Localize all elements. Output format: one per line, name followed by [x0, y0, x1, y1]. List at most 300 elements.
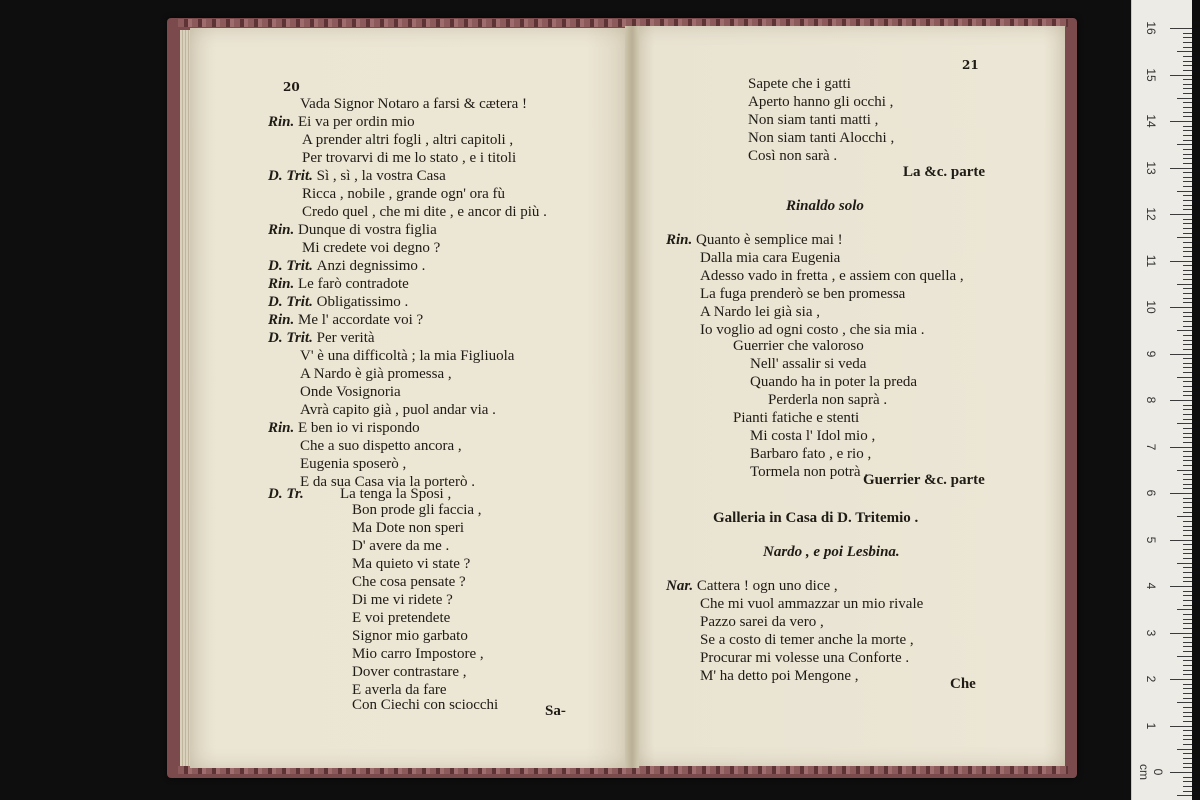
- ruler-label: 0 cm: [1137, 764, 1165, 780]
- ruler-tick: [1177, 749, 1192, 750]
- ruler-tick: [1183, 428, 1192, 429]
- verse-text: Procurar mi volesse una Conforte .: [700, 650, 910, 666]
- speaker-label: Rin.: [666, 232, 697, 248]
- ruler-tick: [1183, 688, 1192, 689]
- right-text-line: [786, 198, 864, 215]
- left-text-line: [352, 697, 498, 714]
- ruler-tick: [1183, 572, 1192, 573]
- left-text-line: [352, 502, 482, 519]
- verse-text: Non siam tanti Alocchi ,: [748, 130, 895, 146]
- speaker-label: Rin.: [268, 276, 299, 292]
- left-text-line: [352, 628, 468, 645]
- ruler-tick: [1183, 135, 1192, 136]
- right-text-line: [713, 510, 918, 527]
- verse-text: Bon prode gli faccia ,: [352, 502, 482, 518]
- ruler-tick: [1183, 163, 1192, 164]
- verse-text: Guerrier &c. parte: [863, 472, 985, 488]
- verse-text: Per trovarvi di me lo stato , e i titoli: [302, 150, 517, 166]
- ruler-label: 3: [1144, 629, 1158, 636]
- speaker-label: Rin.: [268, 114, 299, 130]
- ruler-tick: [1183, 758, 1192, 759]
- left-text-line: [302, 240, 440, 257]
- ruler-tick: [1183, 140, 1192, 141]
- ruler-tick: [1183, 372, 1192, 373]
- ruler-tick: [1183, 358, 1192, 359]
- ruler-tick: [1170, 28, 1192, 29]
- ruler-label: 7: [1144, 443, 1158, 450]
- verse-text: A Nardo è già promessa ,: [300, 366, 452, 382]
- right-text-line: [750, 356, 866, 373]
- ruler-tick: [1183, 265, 1192, 266]
- ruler-tick: [1177, 377, 1192, 378]
- ruler-tick: [1183, 437, 1192, 438]
- verse-text: Ma quieto vi state ?: [352, 556, 471, 572]
- ruler-tick: [1183, 279, 1192, 280]
- right-text-line: [748, 94, 893, 111]
- ruler-tick: [1183, 651, 1192, 652]
- ruler-label: 11: [1144, 254, 1158, 267]
- ruler-tick: [1183, 251, 1192, 252]
- ruler-tick: [1183, 698, 1192, 699]
- ruler-tick: [1183, 79, 1192, 80]
- ruler-tick: [1183, 442, 1192, 443]
- verse-text: E averla da fare: [352, 682, 447, 698]
- verse-text: E voi pretendete: [352, 610, 451, 626]
- ruler-tick: [1170, 679, 1192, 680]
- right-text-line: [748, 76, 851, 93]
- ruler-tick: [1183, 465, 1192, 466]
- ruler-tick: [1183, 391, 1192, 392]
- ruler-tick: [1177, 330, 1192, 331]
- verse-text: Rinaldo solo: [786, 198, 864, 214]
- ruler-label: 10: [1144, 300, 1158, 314]
- verse-text: Dunque di vostra figlia: [298, 222, 437, 238]
- ruler-tick: [1170, 772, 1192, 773]
- speaker-label: D. Trit.: [268, 258, 317, 274]
- ruler-tick: [1183, 177, 1192, 178]
- ruler-tick: [1177, 98, 1192, 99]
- ruler-tick: [1183, 107, 1192, 108]
- left-text-line: [352, 646, 484, 663]
- ruler-tick: [1183, 521, 1192, 522]
- ruler-tick: [1183, 61, 1192, 62]
- ruler-tick: [1183, 316, 1192, 317]
- left-catchword: Sa-: [545, 703, 566, 719]
- left-text-line: [352, 574, 466, 591]
- ruler-tick: [1183, 84, 1192, 85]
- verse-text: Vada Signor Notaro a farsi & cætera !: [300, 96, 528, 112]
- ruler-tick: [1183, 530, 1192, 531]
- ruler-tick: [1183, 247, 1192, 248]
- verse-text: Avrà capito già , puol andar via .: [300, 402, 496, 418]
- ruler-tick: [1183, 600, 1192, 601]
- ruler-tick: [1177, 516, 1192, 517]
- right-page-number: 21: [962, 58, 979, 72]
- ruler-tick: [1183, 56, 1192, 57]
- ruler-tick: [1177, 423, 1192, 424]
- left-text-line: [352, 592, 453, 609]
- left-text-line: [300, 96, 527, 113]
- ruler-tick: [1183, 42, 1192, 43]
- ruler-tick: [1170, 121, 1192, 122]
- ruler-tick: [1183, 405, 1192, 406]
- verse-text: Barbaro fato , e rio ,: [750, 446, 872, 462]
- ruler-tick: [1183, 242, 1192, 243]
- ruler-tick: [1183, 707, 1192, 708]
- verse-text: Nardo , e poi Lesbina.: [763, 544, 900, 560]
- ruler-tick: [1183, 670, 1192, 671]
- speaker-label: D. Trit.: [268, 294, 317, 310]
- ruler-tick: [1183, 93, 1192, 94]
- ruler-tick: [1183, 219, 1192, 220]
- verse-text: Di me vi ridete ?: [352, 592, 453, 608]
- verse-text: La tenga la Sposi ,: [340, 486, 452, 502]
- ruler-tick: [1183, 767, 1192, 768]
- verse-text: Guerrier che valoroso: [733, 338, 864, 354]
- left-text-line: [300, 348, 514, 365]
- right-text-line: [700, 614, 824, 631]
- ruler-tick: [1170, 214, 1192, 215]
- left-text-line: [268, 168, 446, 185]
- verse-text: Se a costo di temer anche la morte ,: [700, 632, 914, 648]
- ruler-tick: [1170, 540, 1192, 541]
- right-text-line: [750, 374, 917, 391]
- verse-text: E da sua Casa via la porterò .: [300, 474, 475, 490]
- ruler-tick: [1183, 195, 1192, 196]
- ruler-tick: [1183, 716, 1192, 717]
- right-text-line: [666, 578, 838, 595]
- ruler-tick: [1183, 181, 1192, 182]
- left-text-line: [352, 520, 464, 537]
- ruler-tick: [1183, 37, 1192, 38]
- left-text-line: [352, 664, 467, 681]
- speaker-label: D. Tr.: [268, 486, 304, 502]
- ruler-tick: [1183, 302, 1192, 303]
- ruler-tick: [1183, 479, 1192, 480]
- left-text-line: [268, 312, 423, 329]
- ruler-tick: [1183, 116, 1192, 117]
- ruler-tick: [1177, 144, 1192, 145]
- right-text-line: [700, 286, 905, 303]
- verse-text: Dalla mia cara Eugenia: [700, 250, 841, 266]
- verse-text: Mi costa l' Idol mio ,: [750, 428, 876, 444]
- ruler-tick: [1183, 367, 1192, 368]
- ruler-tick: [1183, 186, 1192, 187]
- right-text-line: [700, 668, 859, 685]
- ruler-tick: [1183, 112, 1192, 113]
- verse-text: Pazzo sarei da vero ,: [700, 614, 824, 630]
- ruler-tick: [1183, 256, 1192, 257]
- right-text-line: [733, 410, 859, 427]
- left-text-line: [268, 258, 425, 275]
- ruler-tick: [1170, 586, 1192, 587]
- ruler-tick: [1183, 488, 1192, 489]
- verse-text: Mi credete voi degno ?: [302, 240, 441, 256]
- left-text-line: [268, 222, 437, 239]
- verse-text: E ben io vi rispondo: [298, 420, 420, 436]
- ruler-tick: [1183, 786, 1192, 787]
- verse-text: Me l' accordate voi ?: [298, 312, 424, 328]
- ruler-tick: [1183, 274, 1192, 275]
- speaker-label: Rin.: [268, 312, 299, 328]
- ruler-tick: [1183, 154, 1192, 155]
- ruler-tick: [1177, 563, 1192, 564]
- ruler-tick: [1183, 70, 1192, 71]
- right-text-line: [700, 268, 964, 285]
- ruler-label: 13: [1144, 160, 1158, 175]
- ruler-label: 2: [1144, 675, 1158, 683]
- ruler-tick: [1170, 168, 1192, 169]
- ruler-tick: [1183, 693, 1192, 694]
- ruler-tick: [1170, 354, 1192, 355]
- verse-text: A prender altri fogli , altri capitoli ,: [302, 132, 514, 148]
- verse-text: Pianti fatiche e stenti: [733, 410, 860, 426]
- verse-text: A Nardo lei già sia ,: [700, 304, 820, 320]
- ruler-tick: [1183, 512, 1192, 513]
- verse-text: Obligatissimo .: [316, 294, 409, 310]
- right-text-line: [666, 232, 843, 249]
- verse-text: Eugenia sposerò ,: [300, 456, 407, 472]
- ruler-tick: [1183, 209, 1192, 210]
- ruler-tick: [1183, 567, 1192, 568]
- ruler-tick: [1183, 270, 1192, 271]
- left-text-line: [302, 150, 516, 167]
- ruler-tick: [1170, 726, 1192, 727]
- ruler-tick: [1183, 386, 1192, 387]
- left-text-line: [300, 384, 401, 401]
- left-text-line: [268, 114, 415, 131]
- ruler-tick: [1177, 470, 1192, 471]
- ruler-tick: [1170, 633, 1192, 634]
- left-text-line: [300, 438, 462, 455]
- ruler-tick: [1170, 400, 1192, 401]
- verse-text: Non siam tanti matti ,: [748, 112, 879, 128]
- verse-text: Che a suo dispetto ancora ,: [300, 438, 462, 454]
- speaker-label: Rin.: [268, 222, 299, 238]
- ruler-tick: [1183, 130, 1192, 131]
- verse-text: Aperto hanno gli occhi ,: [748, 94, 894, 110]
- verse-text: La fuga prenderò se ben promessa: [700, 286, 906, 302]
- ruler-tick: [1183, 172, 1192, 173]
- left-text-line: [302, 186, 505, 203]
- right-catchword: Che: [950, 676, 976, 692]
- ruler-tick: [1183, 544, 1192, 545]
- ruler-tick: [1183, 409, 1192, 410]
- ruler-tick: [1183, 349, 1192, 350]
- ruler-tick: [1183, 581, 1192, 582]
- ruler-tick: [1183, 451, 1192, 452]
- ruler-tick: [1183, 395, 1192, 396]
- left-text-line: [300, 366, 452, 383]
- ruler-tick: [1183, 558, 1192, 559]
- right-text-line: [903, 164, 985, 181]
- ruler-tick: [1177, 795, 1192, 796]
- ruler-tick: [1183, 781, 1192, 782]
- ruler-tick: [1183, 344, 1192, 345]
- right-text-line: [748, 112, 878, 129]
- left-text-line: [352, 610, 450, 627]
- ruler-tick: [1183, 739, 1192, 740]
- right-text-line: [750, 446, 871, 463]
- ruler-tick: [1183, 535, 1192, 536]
- ruler-tick: [1183, 419, 1192, 420]
- verse-text: Sapete che i gatti: [748, 76, 851, 92]
- left-text-line: [352, 538, 449, 555]
- speaker-label: D. Trit.: [268, 168, 317, 184]
- ruler-tick: [1183, 88, 1192, 89]
- verse-text: Mio carro Impostore ,: [352, 646, 484, 662]
- ruler-tick: [1183, 526, 1192, 527]
- ruler-tick: [1183, 312, 1192, 313]
- ruler-tick: [1177, 656, 1192, 657]
- verse-text: Nell' assalir si veda: [750, 356, 867, 372]
- right-text-line: [700, 304, 820, 321]
- ruler-label: 15: [1144, 67, 1158, 82]
- ruler-tick: [1170, 261, 1192, 262]
- ruler-tick: [1183, 628, 1192, 629]
- ruler-tick: [1183, 288, 1192, 289]
- right-text-line: [750, 428, 875, 445]
- left-text-line: [268, 294, 408, 311]
- ruler-tick: [1183, 33, 1192, 34]
- ruler-tick: [1183, 126, 1192, 127]
- ruler-label: 8: [1144, 396, 1158, 404]
- verse-text: Con Ciechi con sciocchi: [352, 697, 499, 713]
- left-text-line: [268, 330, 375, 347]
- ruler-tick: [1183, 507, 1192, 508]
- ruler-tick: [1183, 577, 1192, 578]
- ruler-label: 14: [1144, 114, 1158, 128]
- left-text-line: [302, 132, 513, 149]
- left-text-line: [268, 486, 451, 503]
- left-text-line: [300, 456, 406, 473]
- verse-text: Io voglio ad ogni costo , che sia mia .: [700, 322, 925, 338]
- verse-text: Sì , sì , la vostra Casa: [316, 168, 446, 184]
- ruler-label: 4: [1144, 582, 1158, 590]
- left-page-number: 20: [283, 80, 300, 94]
- right-text-line: [700, 632, 914, 649]
- ruler-tick: [1183, 335, 1192, 336]
- speaker-label: Rin.: [268, 420, 299, 436]
- verse-text: Credo quel , che mi dite , e ancor di più .: [302, 204, 547, 220]
- verse-text: Perderla non saprà .: [768, 392, 888, 408]
- right-text-line: [748, 148, 837, 165]
- ruler-tick: [1183, 47, 1192, 48]
- ruler-tick: [1177, 237, 1192, 238]
- ruler-tick: [1183, 474, 1192, 475]
- ruler-tick: [1183, 623, 1192, 624]
- speaker-label: D. Trit.: [268, 330, 317, 346]
- right-text-line: [733, 338, 864, 355]
- ruler-tick: [1183, 619, 1192, 620]
- right-text-line: [748, 130, 894, 147]
- ruler-tick: [1183, 321, 1192, 322]
- speaker-label: Nar.: [666, 578, 697, 594]
- verse-text: La &c. parte: [903, 164, 986, 180]
- ruler-label: 9: [1144, 350, 1158, 357]
- verse-text: Cattera ! ogn uno dice ,: [696, 578, 838, 594]
- ruler-tick: [1170, 75, 1192, 76]
- ruler-tick: [1183, 433, 1192, 434]
- right-text-line: [700, 322, 925, 339]
- verse-text: Che mi vuol ammazzar un mio rivale: [700, 596, 924, 612]
- ruler-tick: [1183, 298, 1192, 299]
- measurement-ruler: [1131, 0, 1192, 800]
- verse-text: Ricca , nobile , grande ogn' ora fù: [302, 186, 506, 202]
- ruler-tick: [1183, 595, 1192, 596]
- ruler-tick: [1183, 381, 1192, 382]
- verse-text: Per verità: [316, 330, 375, 346]
- ruler-tick: [1183, 65, 1192, 66]
- verse-text: Quanto è semplice mai !: [696, 232, 843, 248]
- ruler-tick: [1170, 307, 1192, 308]
- right-text-line: [863, 472, 985, 489]
- ruler-tick: [1183, 293, 1192, 294]
- ruler-tick: [1183, 660, 1192, 661]
- right-text-line: [700, 250, 840, 267]
- ruler-tick: [1183, 363, 1192, 364]
- ruler-tick: [1183, 200, 1192, 201]
- ruler-tick: [1183, 158, 1192, 159]
- ruler-tick: [1183, 414, 1192, 415]
- ruler-tick: [1183, 646, 1192, 647]
- ruler-tick: [1183, 684, 1192, 685]
- ruler-tick: [1183, 460, 1192, 461]
- ruler-tick: [1183, 549, 1192, 550]
- ruler-tick: [1183, 665, 1192, 666]
- verse-text: D' avere da me .: [352, 538, 450, 554]
- ruler-tick: [1183, 712, 1192, 713]
- ruler-tick: [1183, 553, 1192, 554]
- verse-text: Signor mio garbato: [352, 628, 468, 644]
- ruler-tick: [1183, 233, 1192, 234]
- verse-text: Anzi degnissimo .: [316, 258, 426, 274]
- verse-text: Galleria in Casa di D. Tritemio .: [713, 510, 919, 526]
- verse-text: Ma Dote non speri: [352, 520, 465, 536]
- verse-text: Che cosa pensate ?: [352, 574, 466, 590]
- ruler-tick: [1183, 484, 1192, 485]
- verse-text: M' ha detto poi Mengone ,: [700, 668, 859, 684]
- ruler-tick: [1183, 614, 1192, 615]
- verse-text: Onde Vosignoria: [300, 384, 401, 400]
- ruler-tick: [1183, 340, 1192, 341]
- verse-text: Dover contrastare ,: [352, 664, 467, 680]
- ruler-tick: [1183, 721, 1192, 722]
- ruler-tick: [1177, 702, 1192, 703]
- ruler-tick: [1183, 642, 1192, 643]
- ruler-tick: [1183, 777, 1192, 778]
- ruler-label: 6: [1144, 489, 1158, 497]
- ruler-tick: [1170, 493, 1192, 494]
- left-text-line: [268, 276, 409, 293]
- ruler-tick: [1183, 753, 1192, 754]
- ruler-tick: [1183, 591, 1192, 592]
- right-text-line: [700, 596, 923, 613]
- ruler-tick: [1183, 205, 1192, 206]
- book-gutter: [625, 26, 639, 768]
- ruler-label: 16: [1144, 21, 1158, 35]
- ruler-tick: [1177, 51, 1192, 52]
- ruler-tick: [1183, 223, 1192, 224]
- right-text-line: [700, 650, 909, 667]
- ruler-tick: [1183, 502, 1192, 503]
- ruler-tick: [1177, 609, 1192, 610]
- ruler-tick: [1183, 326, 1192, 327]
- verse-text: Quando ha in poter la preda: [750, 374, 918, 390]
- ruler-tick: [1183, 456, 1192, 457]
- right-text-line: [768, 392, 887, 409]
- right-text-line: [763, 544, 900, 561]
